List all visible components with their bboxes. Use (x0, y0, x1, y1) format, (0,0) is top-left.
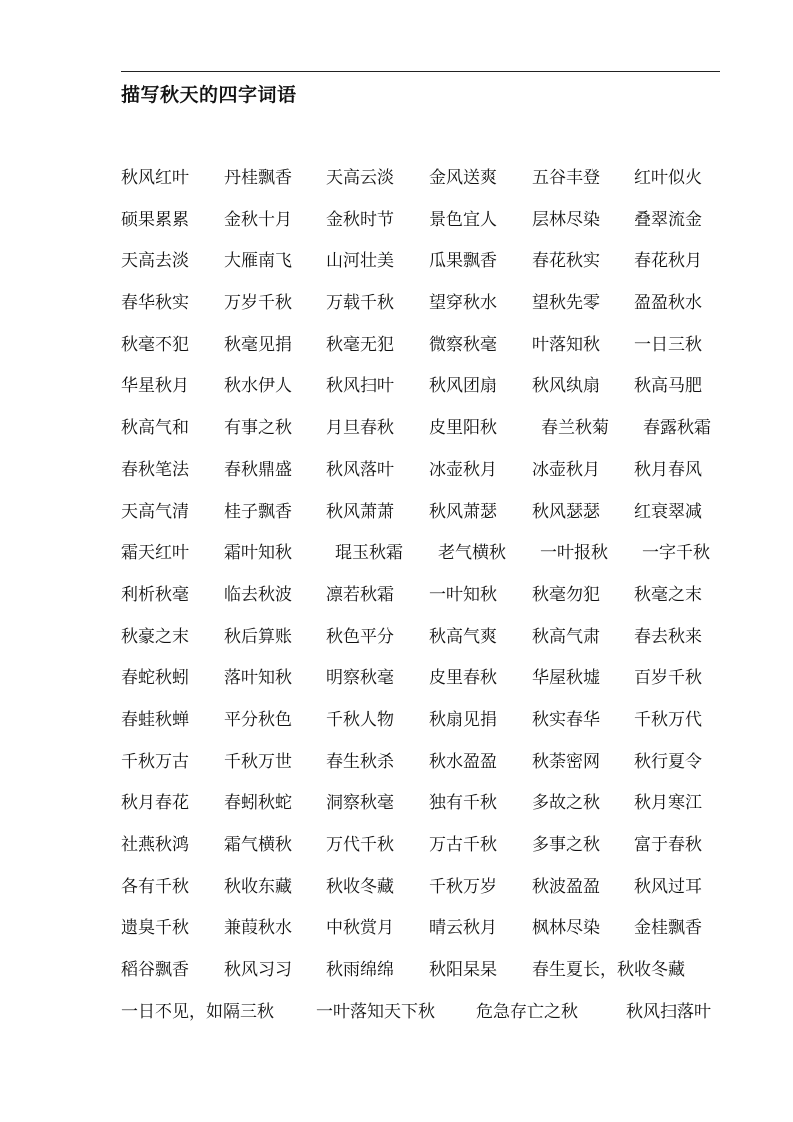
word-item: 秋毫不犯 (121, 334, 189, 355)
word-item: 皮里春秋 (429, 668, 497, 689)
word-item: 霜气横秋 (224, 835, 292, 855)
word-item: 秋风萧瑟 (429, 501, 497, 522)
word-row (121, 666, 741, 708)
word-item: 万古千秋 (429, 835, 497, 855)
word-row (121, 249, 741, 291)
word-list (121, 166, 741, 1041)
word-row (121, 958, 741, 1000)
word-item: 天高气清 (121, 501, 189, 522)
word-item: 冰壶秋月 (429, 459, 497, 480)
word-row (121, 500, 741, 542)
word-item: 秋毫之末 (634, 584, 702, 605)
word-item: 秋风落叶 (326, 459, 394, 480)
word-item: 秋风过耳 (634, 876, 702, 897)
word-item: 春秋鼎盛 (224, 459, 292, 480)
word-item: 秋水伊人 (224, 376, 292, 397)
word-item: 一叶报秋 (540, 543, 608, 564)
word-item: 秋高马肥 (634, 376, 702, 397)
word-item: 丹桂飘香 (224, 168, 292, 188)
word-item: 桂子飘香 (224, 501, 292, 522)
word-item: 独有千秋 (429, 793, 497, 814)
word-item: 利析秋毫 (121, 584, 189, 605)
word-item: 霜天红叶 (121, 543, 189, 564)
word-item: 社燕秋鸿 (121, 835, 189, 855)
word-item: 秋毫见捐 (224, 334, 292, 355)
word-item: 天高去淡 (121, 251, 189, 272)
word-item: 晴云秋月 (429, 918, 497, 939)
word-row (121, 374, 741, 416)
word-item: 百岁千秋 (634, 668, 702, 689)
word-item: 秋毫勿犯 (532, 584, 600, 605)
word-item: 千秋万世 (224, 751, 292, 772)
word-item: 秋风萧萧 (326, 501, 394, 522)
word-item: 枫林尽染 (532, 918, 600, 939)
word-item: 千秋万代 (634, 709, 702, 730)
word-item: 叠翠流金 (634, 209, 702, 230)
word-item: 微察秋毫 (429, 334, 497, 355)
word-item: 秋高气肃 (532, 626, 600, 647)
word-row (121, 875, 741, 917)
word-item: 硕果累累 (121, 209, 189, 230)
word-item: 遗臭千秋 (121, 918, 189, 939)
word-item: 秋毫无犯 (326, 334, 394, 355)
word-row (121, 916, 741, 958)
word-item: 秋风团扇 (429, 376, 497, 397)
word-item: 望穿秋水 (429, 293, 497, 314)
word-item: 春蛇秋蚓 (121, 668, 189, 689)
word-item: 秋高气和 (121, 418, 189, 439)
word-item: 瓜果飘香 (429, 251, 497, 272)
word-item: 盈盈秋水 (634, 293, 702, 314)
word-item: 秋月寒江 (634, 793, 702, 814)
document-title: 描写秋天的四字词语 (121, 84, 297, 106)
word-item: 千秋人物 (326, 709, 394, 730)
word-item: 临去秋波 (224, 584, 292, 605)
word-item: 稻谷飘香 (121, 960, 189, 981)
word-item: 春华秋实 (121, 293, 189, 314)
word-item: 多故之秋 (532, 793, 600, 814)
word-item: 秋荼密网 (532, 751, 600, 772)
word-item: 红衰翠减 (634, 501, 702, 522)
word-item: 秋风习习 (224, 960, 292, 981)
word-item: 秋高气爽 (429, 626, 497, 647)
word-item: 万岁千秋 (224, 293, 292, 314)
word-item: 洞察秋毫 (326, 793, 394, 814)
word-item: 秋豪之末 (121, 626, 189, 647)
word-item: 秋扇见捐 (429, 709, 497, 730)
word-item: 秋后算账 (224, 626, 292, 647)
word-row (121, 291, 741, 333)
word-item: 富于春秋 (634, 835, 702, 855)
word-item: 明察秋毫 (326, 668, 394, 689)
word-row (121, 791, 741, 833)
word-item: 春去秋来 (634, 626, 702, 647)
word-item: 秋风瑟瑟 (532, 501, 600, 522)
word-row (121, 416, 741, 458)
phrase-row (121, 1000, 741, 1042)
word-item: 秋收东藏 (224, 876, 292, 897)
word-item: 秋实春华 (532, 709, 600, 730)
word-item: 一日三秋 (634, 334, 702, 355)
word-row (121, 625, 741, 667)
word-item: 春兰秋菊 (541, 418, 609, 439)
word-item: 春蚓秋蛇 (224, 793, 292, 814)
word-item: 凛若秋霜 (326, 584, 394, 605)
word-item: 平分秋色 (224, 709, 292, 730)
word-item: 大雁南飞 (224, 251, 292, 272)
word-item: 一叶知秋 (429, 584, 497, 605)
word-item: 金秋时节 (326, 209, 394, 230)
word-item: 皮里阳秋 (429, 418, 497, 439)
word-item: 春秋笔法 (121, 459, 189, 480)
word-item: 秋行夏令 (634, 751, 702, 772)
word-item: 琨玉秋霜 (335, 543, 403, 564)
word-item: 万代千秋 (326, 835, 394, 855)
word-item: 秋风扫叶 (326, 376, 394, 397)
word-item: 多事之秋 (532, 835, 600, 855)
word-item: 秋波盈盈 (532, 876, 600, 897)
word-item: 月旦春秋 (326, 418, 394, 439)
word-item: 春花秋月 (634, 251, 702, 272)
word-item: 金风送爽 (429, 168, 497, 188)
phrase-item: 一叶落知天下秋 (316, 1001, 435, 1022)
word-item: 春蛙秋蝉 (121, 709, 189, 730)
word-item: 一字千秋 (642, 543, 710, 564)
word-item: 天高云淡 (326, 168, 394, 188)
word-item: 秋阳杲杲 (429, 960, 497, 981)
word-row (121, 541, 741, 583)
word-item: 春花秋实 (532, 251, 600, 272)
word-item: 兼葭秋水 (224, 918, 292, 939)
word-item: 华星秋月 (121, 376, 189, 397)
word-item: 秋水盈盈 (429, 751, 497, 772)
word-row (121, 708, 741, 750)
word-item: 望秋先零 (532, 293, 600, 314)
word-item: 万载千秋 (326, 293, 394, 314)
word-item: 秋风红叶 (121, 168, 189, 188)
word-item: 千秋万古 (121, 751, 189, 772)
word-row (121, 208, 741, 250)
phrase-item: 危急存亡之秋 (476, 1001, 578, 1022)
word-item: 山河壮美 (326, 251, 394, 272)
word-item: 叶落知秋 (532, 334, 600, 355)
word-item: 有事之秋 (224, 418, 292, 439)
word-item: 金桂飘香 (634, 918, 702, 939)
word-item: 秋收冬藏 (326, 876, 394, 897)
word-item: 春生秋杀 (326, 751, 394, 772)
word-item: 霜叶知秋 (224, 543, 292, 564)
word-item: 华屋秋墟 (532, 668, 600, 689)
word-item: 中秋赏月 (326, 918, 394, 939)
word-item: 冰壶秋月 (532, 459, 600, 480)
word-row (121, 583, 741, 625)
word-item: 春露秋霜 (643, 418, 711, 439)
word-item: 各有千秋 (121, 876, 189, 897)
header-rule (121, 71, 720, 72)
word-item: 五谷丰登 (532, 168, 600, 188)
phrase-item: 一日不见，如隔三秋 (121, 1001, 274, 1022)
word-item: 红叶似火 (634, 168, 702, 188)
phrase-item: 秋风扫落叶 (626, 1001, 711, 1022)
word-row (121, 750, 741, 792)
word-item: 层林尽染 (532, 209, 600, 230)
word-item: 景色宜人 (429, 209, 497, 230)
word-item: 千秋万岁 (429, 876, 497, 897)
word-item: 老气横秋 (438, 543, 506, 564)
word-row (121, 458, 741, 500)
word-item: 秋月春风 (634, 459, 702, 480)
word-item: 秋色平分 (326, 626, 394, 647)
word-row (121, 333, 741, 375)
word-item: 春生夏长，秋收冬藏 (532, 960, 685, 981)
word-item: 秋月春花 (121, 793, 189, 814)
word-item: 秋风纨扇 (532, 376, 600, 397)
word-item: 金秋十月 (224, 209, 292, 230)
word-item: 秋雨绵绵 (326, 960, 394, 981)
word-item: 落叶知秋 (224, 668, 292, 689)
word-row (121, 166, 741, 208)
word-row (121, 833, 741, 875)
